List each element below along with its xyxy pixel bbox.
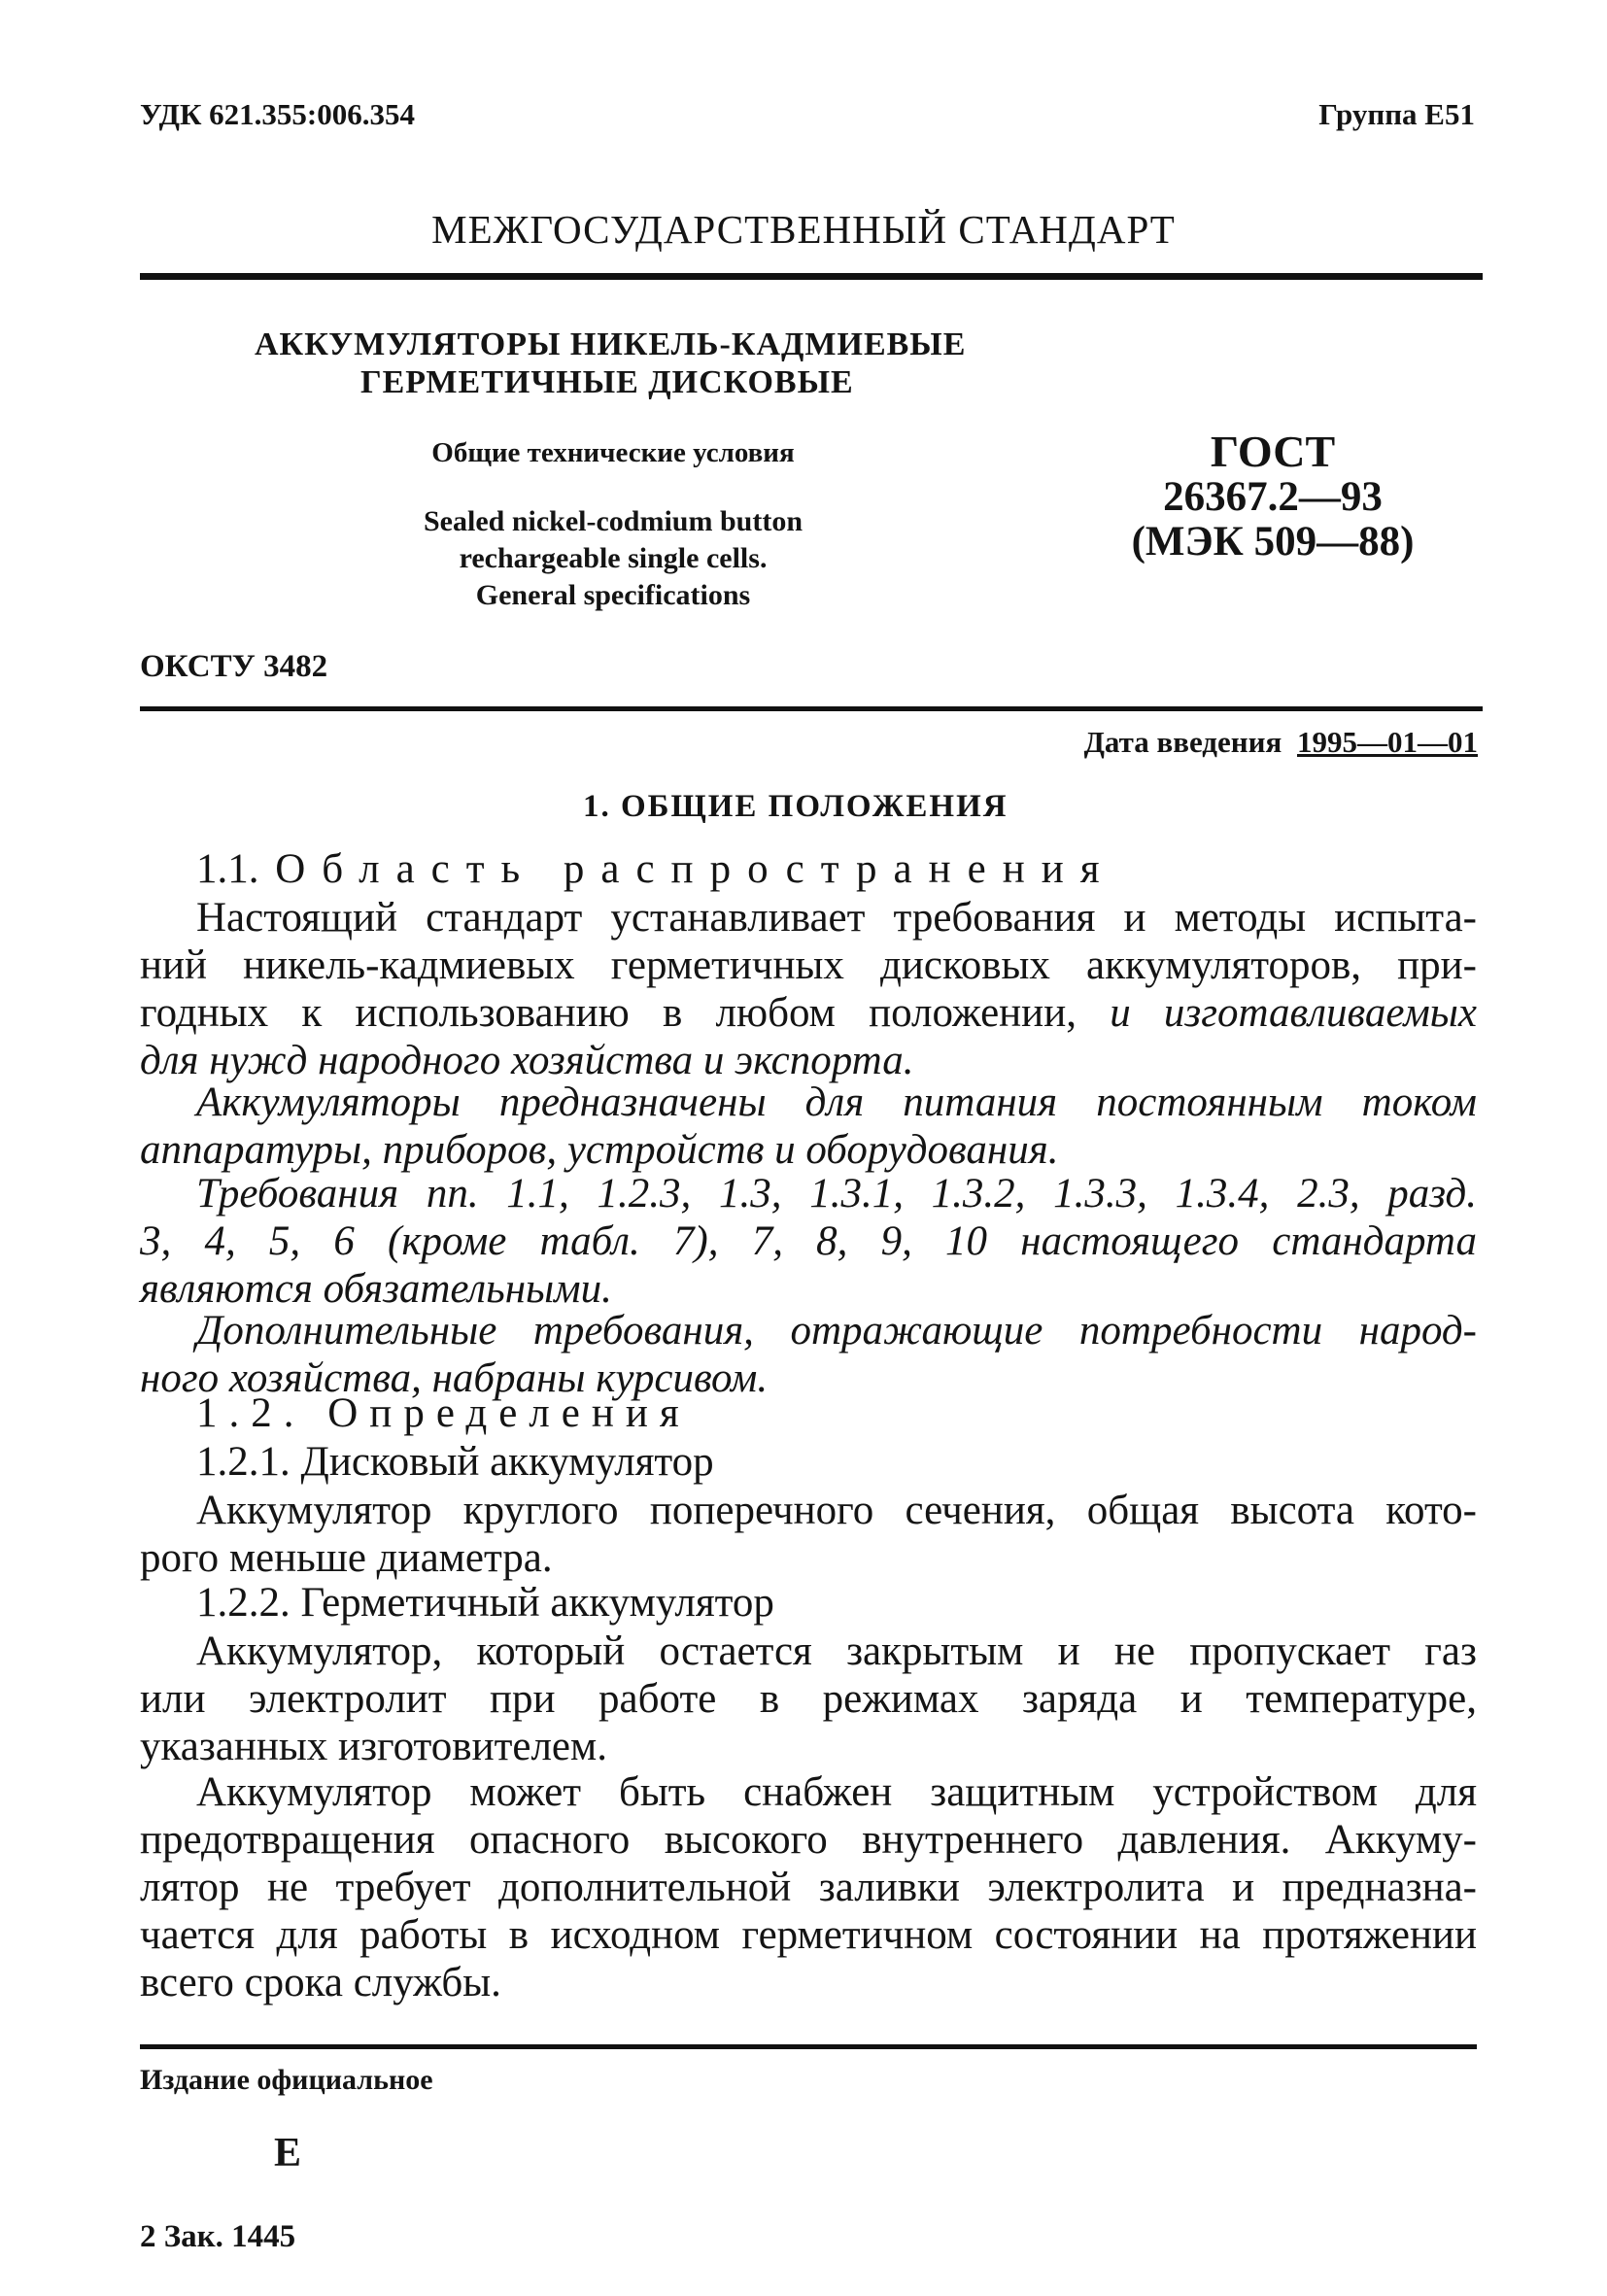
subsection-1-1-number: 1.1. xyxy=(196,846,259,892)
text-line: или электролит при работе в режимах заряда и температуре, xyxy=(140,1676,1477,1722)
text-line: всего срока службы. xyxy=(140,1960,501,2005)
text-line: являются обязательными. xyxy=(140,1266,612,1312)
order-number: 2 Зак. 1445 xyxy=(140,2219,296,2254)
text-line: для нужд народного хозяйства и экспорта. xyxy=(140,1038,914,1083)
subtitle-ru: Общие технические условия xyxy=(431,437,795,468)
footer-rule xyxy=(140,2044,1477,2049)
title-en-line3: General specifications xyxy=(475,579,751,611)
middle-rule xyxy=(140,706,1483,711)
title-ru-line2: ГЕРМЕТИЧНЫЕ ДИСКОВЫЕ xyxy=(360,364,854,400)
top-rule xyxy=(140,273,1483,280)
oksty-code: ОКСТУ 3482 xyxy=(140,649,328,684)
text-line: рого меньше диаметра. xyxy=(140,1535,553,1581)
edition-mark: Е xyxy=(274,2131,302,2176)
intro-date-value: 1995—01—01 xyxy=(1297,725,1478,759)
paragraph-sealed-cell xyxy=(140,1628,1477,1770)
subsection-1-1-title: Область распространения xyxy=(275,846,1116,892)
text-line: ного хозяйства, набраны курсивом. xyxy=(140,1355,769,1401)
text-line: ний никель-кадмиевых герметичных дисковых аккумуляторов, при- xyxy=(140,942,1477,988)
interstate-standard-heading: МЕЖГОСУДАРСТВЕННЫЙ СТАНДАРТ xyxy=(431,207,1176,252)
edition-note: Издание официальное xyxy=(140,2064,433,2096)
gost-number: 26367.2—93 xyxy=(1163,474,1383,520)
subsection-1-1-heading xyxy=(196,845,1116,893)
paragraph-mandatory xyxy=(140,1170,1477,1313)
subsection-1-2-heading xyxy=(196,1389,691,1437)
text-line: чается для работы в исходном герметичном состоянии на протяжении xyxy=(140,1912,1477,1958)
text-line: лятор не требует дополнительной заливки электролита и предназна- xyxy=(140,1865,1477,1910)
text-span-italic: и изготавливаемых xyxy=(1110,990,1477,1036)
paragraph-additional xyxy=(140,1307,1477,1402)
text-line: указанных изготовителем. xyxy=(140,1724,607,1769)
text-line: Аккумулятор круглого поперечного сечения, общая высота кото- xyxy=(196,1488,1477,1533)
udk-code: УДК 621.355:006.354 xyxy=(140,97,415,131)
subsection-1-2-1-heading: 1.2.1. Дисковый аккумулятор xyxy=(196,1439,714,1485)
text-line: предотвращения опасного высокого внутреннего давления. Аккуму- xyxy=(140,1817,1477,1863)
intro-date-label: Дата введения xyxy=(1083,725,1282,759)
text-line: Аккумуляторы предназначены для питания постоянным током xyxy=(196,1079,1477,1125)
text-line: 3, 4, 5, 6 (кроме табл. 7), 7, 8, 9, 10 настоящего стандарта xyxy=(140,1218,1477,1264)
paragraph-button-cell xyxy=(140,1487,1477,1582)
intro-date xyxy=(1084,725,1478,760)
subsection-1-2-title: 1.2. Определения xyxy=(196,1390,691,1436)
text-line xyxy=(140,989,1477,1037)
text-line: Настоящий стандарт устанавливает требования и методы испыта- xyxy=(196,895,1477,941)
gost-label: ГОСТ xyxy=(1210,427,1336,476)
title-ru-line1: АККУМУЛЯТОРЫ НИКЕЛЬ-КАДМИЕВЫЕ xyxy=(255,326,967,362)
text-line: Аккумулятор может быть снабжен защитным устройством для xyxy=(196,1769,1477,1815)
text-line: Требования пп. 1.1, 1.2.3, 1.3, 1.3.1, 1.3.2, 1.3.3, 1.3.4, 2.3, разд. xyxy=(196,1171,1477,1217)
subsection-1-2-2-heading: 1.2.2. Герметичный аккумулятор xyxy=(196,1580,774,1626)
text-span: годных к использованию в любом положении, xyxy=(140,990,1077,1036)
group-code: Группа Е51 xyxy=(1318,97,1475,131)
text-line: Дополнительные требования, отражающие потребности народ- xyxy=(196,1308,1477,1354)
text-line: Аккумулятор, который остается закрытым и не пропускает газ xyxy=(196,1628,1477,1674)
paragraph-purpose xyxy=(140,1079,1477,1174)
title-en-line1: Sealed nickel-codmium button xyxy=(423,505,804,537)
iec-reference: (МЭК 509—88) xyxy=(1131,519,1415,565)
paragraph-protective-device xyxy=(140,1768,1477,2006)
title-en-line2: rechargeable single cells. xyxy=(459,542,768,574)
text-line: аппаратуры, приборов, устройств и оборудования. xyxy=(140,1127,1059,1173)
section-heading: 1. ОБЩИЕ ПОЛОЖЕНИЯ xyxy=(583,789,1009,824)
paragraph-scope xyxy=(140,894,1477,1084)
